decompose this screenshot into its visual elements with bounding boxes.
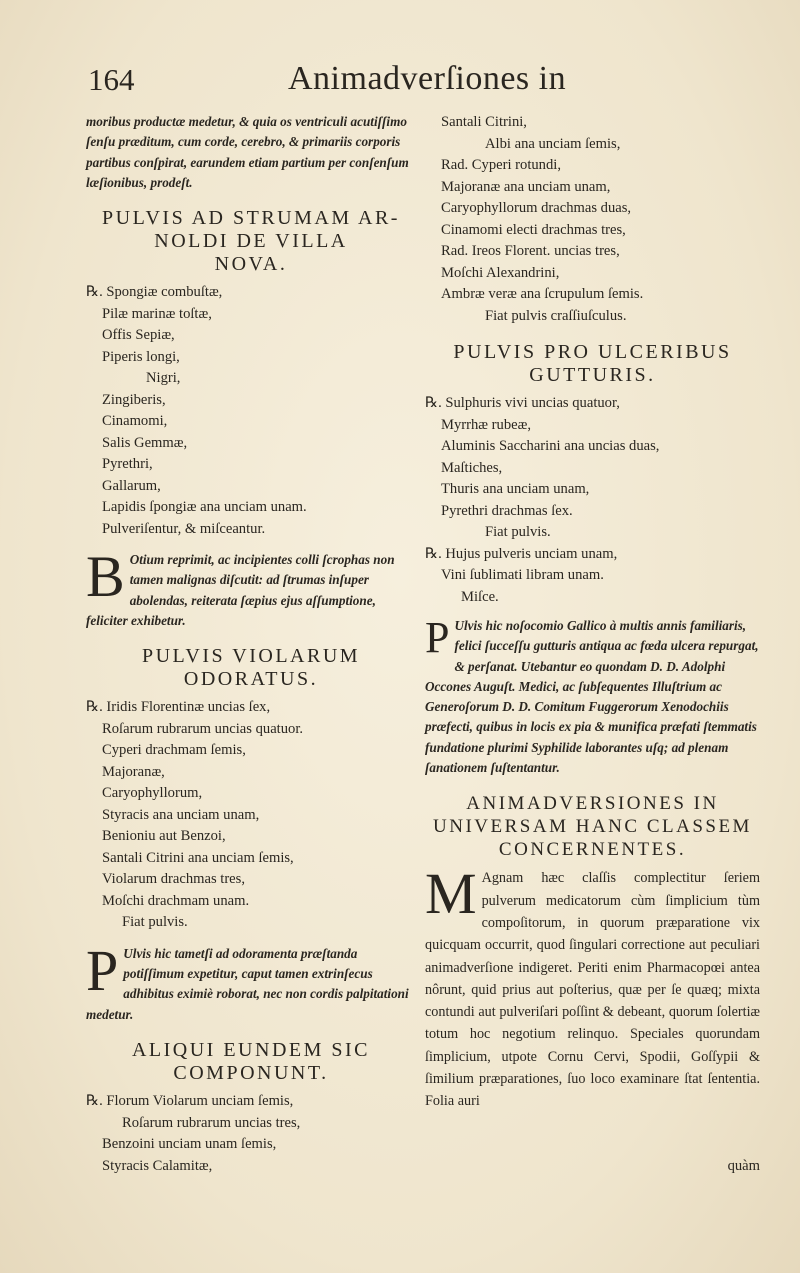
recipe-line: Majoranæ, — [102, 763, 165, 780]
right-column — [425, 112, 760, 1113]
recipe-line: Fiat pulvis craſſiuſculus. — [485, 307, 627, 324]
recipe-line: Vini ſublimati libram unam. — [441, 567, 604, 583]
recipe-line: Pulveriſentur, & miſceantur. — [102, 520, 266, 537]
heading-line: ALIQUI EUNDEM SIC — [131, 1039, 371, 1062]
recipe-line: Nigri, — [146, 370, 181, 387]
recipe-line: Lapidis ſpongiæ ana unciam unam. — [102, 499, 307, 516]
drop-cap: P — [425, 613, 450, 662]
recipe-line: Miſce. — [461, 588, 499, 605]
recipe-line: Pyrethri, — [102, 456, 153, 473]
heading-line: PULVIS VIOLARUM — [141, 645, 361, 668]
recipe-line: Ambræ veræ ana ſcrupulum ſemis. — [441, 286, 644, 302]
recipe-line: ℞. Spongiæ combuſtæ, — [86, 284, 223, 301]
recipe-line: Thuris ana unciam unam, — [441, 481, 590, 497]
heading-line: NOVA. — [214, 253, 288, 276]
recipe-line: Roſarum rubrarum uncias tres, — [122, 1114, 301, 1131]
recipe-line: Gallarum, — [102, 477, 161, 494]
heading-line: PULVIS AD STRUMAM AR- — [102, 207, 400, 230]
recipe-line: Rad. Cyperi rotundi, — [441, 157, 561, 173]
commentary-paragraph — [425, 861, 760, 1112]
recipe-line: Styracis Calamitæ, — [102, 1157, 213, 1174]
note-ulceribus — [425, 613, 760, 778]
heading-line: NOLDI DE VILLA — [154, 230, 348, 253]
recipe-line: Santali Citrini, — [441, 114, 527, 130]
recipe-line: Caryophyllorum, — [102, 785, 203, 802]
note-text: Ulvis hic noſocomio Gallico à multis annis familiaris, felici ſucceſſu gutturis antiqua ac fœda ulcera repurgat, & perſanat. Utebantur eo quondam D. D. Adolphi Occones Auguſt. Medici, ac ſubſequentes Illuſtrium ac Generoſorum D. D. Comitum Fuggerorum Xenodochiis præfecti, quibus in locis ex pia & munifica præfati ſtemmatis fundatione plurimi Syphilide laborantes uſq; ad plenam ſanationem ſuſtentantur. — [425, 618, 759, 776]
recipe-ulceribus — [425, 393, 760, 608]
heading-pulvis-violarum — [86, 645, 416, 691]
commentary-text: Agnam hæc claſſis complectitur ſeriem pulverum medicatorum cùm ſimplicium tùm compoſitorum, in quorum præparatione vix quicquam occurrit, quod ſingulari correctione aut peculiari animadverſione indigeret. Periti enim Pharmacopœi antea nôrunt, quid prius aut poſterius, quæ per ſe quæq; mixta contundi aut pulveriſari poſſint & debeant, quorum ſolertiæ totum hoc negotium relinquo. Speciales quorundam ſimplicium, utpote Cornu Cervi, Spodii, Goſſypii & ſimilium præparationes, ſuo loco examinare ſtat ſententia. Folia auri — [425, 870, 760, 1110]
recipe-line: Zingiberis, — [102, 391, 166, 408]
recipe-violarum — [86, 697, 416, 934]
note-strumam — [86, 544, 416, 631]
recipe-line: Piperis longi, — [102, 348, 180, 365]
recipe-line: Caryophyllorum drachmas duas, — [441, 200, 632, 216]
recipe-line: Fiat pulvis. — [485, 524, 551, 540]
note-violarum — [86, 937, 416, 1025]
recipe-line: Pilæ marinæ toſtæ, — [102, 305, 212, 322]
recipe-line: Offis Sepiæ, — [102, 327, 175, 344]
recipe-line: Santali Citrini ana unciam ſemis, — [102, 849, 294, 866]
recipe-line: Maſtiches, — [441, 459, 503, 476]
page-header — [88, 62, 778, 106]
recipe-continued — [425, 112, 760, 327]
catchword: quàm — [727, 1158, 760, 1174]
heading-aliqui-eundem — [86, 1039, 416, 1085]
recipe-aliqui — [86, 1091, 416, 1177]
heading-line: ODORATUS. — [183, 668, 319, 691]
heading-line: CONCERNENTES. — [498, 839, 687, 861]
recipe-line: Fiat pulvis. — [122, 914, 188, 931]
recipe-line: Moſchi Alexandrini, — [441, 264, 560, 281]
drop-cap: M — [425, 861, 477, 927]
heading-pulvis-ad-strumam — [86, 207, 416, 276]
left-column — [86, 112, 416, 1177]
recipe-line: Aluminis Saccharini ana uncias duas, — [441, 438, 660, 454]
drop-cap: B — [86, 544, 125, 610]
recipe-line: Violarum drachmas tres, — [102, 871, 245, 888]
recipe-line: Rad. Ireos Florent. uncias tres, — [441, 243, 620, 259]
recipe-line: Cinamomi electi drachmas tres, — [441, 221, 626, 238]
recipe-line: ℞. Florum Violarum unciam ſemis, — [86, 1093, 294, 1110]
heading-animadversiones — [425, 792, 760, 861]
running-title: Animadverſiones in — [288, 60, 567, 97]
note-text: Otium reprimit, ac incipientes colli ſcrophas non tamen malignas diſcutit: ad ſtrumas inſuper abolendas, reiterata ſæpius ejus aſſumptione, feliciter exhibetur. — [86, 552, 395, 629]
page-number: 164 — [88, 62, 135, 97]
recipe-line: Benioniu aut Benzoi, — [102, 828, 226, 845]
heading-pulvis-ulceribus — [425, 341, 760, 387]
recipe-strumam — [86, 282, 416, 540]
recipe-line: Styracis ana unciam unam, — [102, 806, 260, 823]
recipe-line: ℞. Iridis Florentinæ uncias ſex, — [86, 699, 271, 716]
heading-line: GUTTURIS. — [529, 364, 656, 386]
heading-line: COMPONUNT. — [173, 1062, 329, 1085]
recipe-line: Majoranæ ana unciam unam, — [441, 178, 611, 195]
note-text: Ulvis hic tametſi ad odoramenta præſtanda potiſſimum expetitur, caput tamen extrinſecus adhibitus eximiè roborat, nec non cordis palpitationi medetur. — [86, 945, 409, 1022]
recipe-line: Pyrethri drachmas ſex. — [441, 502, 573, 519]
recipe-line: Myrrhæ rubeæ, — [441, 416, 531, 433]
recipe-line: Roſarum rubrarum uncias quatuor. — [102, 720, 304, 737]
recipe-line: Albi ana unciam ſemis, — [485, 135, 621, 152]
heading-line: UNIVERSAM HANC CLASSEM — [433, 816, 752, 838]
recipe-line: ℞. Sulphuris vivi uncias quatuor, — [425, 395, 620, 411]
recipe-line: Moſchi drachmam unam. — [102, 892, 250, 909]
recipe-line: Salis Gemmæ, — [102, 434, 188, 451]
recipe-line: Benzoini unciam unam ſemis, — [102, 1136, 277, 1153]
recipe-line: Cyperi drachmam ſemis, — [102, 742, 246, 759]
recipe-line: ℞. Hujus pulveris unciam unam, — [425, 545, 618, 562]
heading-line: PULVIS PRO ULCERIBUS — [453, 341, 732, 363]
intro-paragraph: moribus productæ medetur, & quia os ventriculi acutiſſimo ſenſu præditum, cum corde, cerebro, & primariis corporis partibus conſpirat, earundem etiam partium per conſenſum læſionibus, prodeſt. — [86, 114, 409, 190]
drop-cap: P — [86, 937, 119, 1003]
recipe-line: Cinamomi, — [102, 413, 168, 430]
heading-line: ANIMADVERSIONES IN — [466, 793, 719, 815]
